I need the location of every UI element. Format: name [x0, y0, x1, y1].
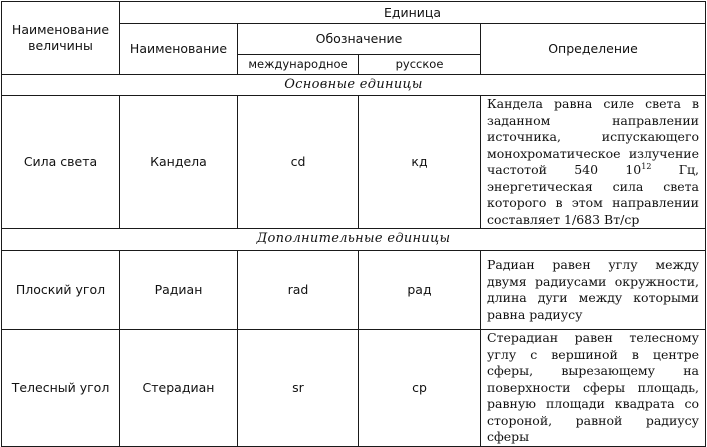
- russian-symbol-cell: ср: [359, 330, 481, 447]
- table-row: [2, 251, 706, 330]
- quantity-cell: Плоский угол: [2, 251, 120, 330]
- international-symbol-cell: sr: [238, 330, 359, 447]
- unit-name-cell: Стерадиан: [120, 330, 238, 447]
- unit-name-cell: Радиан: [120, 251, 238, 330]
- definition-cell: [481, 96, 706, 229]
- section-base-units: Основные единицы: [2, 75, 706, 96]
- table-row: [2, 96, 706, 229]
- definition-header: Определение: [481, 24, 706, 75]
- designation-header: Обозначение: [238, 24, 481, 55]
- quantity-cell: Сила света: [2, 96, 120, 229]
- unit-header: Единица: [120, 2, 706, 24]
- international-symbol-cell: rad: [238, 251, 359, 330]
- international-symbol-cell: cd: [238, 96, 359, 229]
- quantity-name-header: Наименование величины: [2, 2, 120, 75]
- definition-exponent: 12: [641, 161, 652, 171]
- definition-text: Кандела равна силе света в заданном направлении источника, испускающего монохроматическое излучение частотой 540 10: [487, 96, 700, 177]
- definition-text-end: Гц, энергетическая сила света которого в этом направлении составляет 1/683 Вт/ср: [487, 162, 700, 227]
- section-additional-units: Дополнительные единицы: [2, 229, 706, 251]
- russian-header: русское: [359, 55, 481, 75]
- definition-cell: Радиан равен углу между двумя радиусами окружности, длина дуги между которыми равна радиусу: [481, 251, 706, 330]
- unit-name-cell: Кандела: [120, 96, 238, 229]
- russian-symbol-cell: кд: [359, 96, 481, 229]
- international-header: международное: [238, 55, 359, 75]
- si-units-table: [1, 1, 706, 447]
- russian-symbol-cell: рад: [359, 251, 481, 330]
- unit-name-header: Наименование: [120, 24, 238, 75]
- table-row: [2, 330, 706, 447]
- quantity-cell: Телесный угол: [2, 330, 120, 447]
- definition-cell: Стерадиан равен телесному углу с вершиной в центре сферы, вырезающему на поверхности сферы площадь, равную площади квадрата со стороной, равной радиусу сферы: [481, 330, 706, 447]
